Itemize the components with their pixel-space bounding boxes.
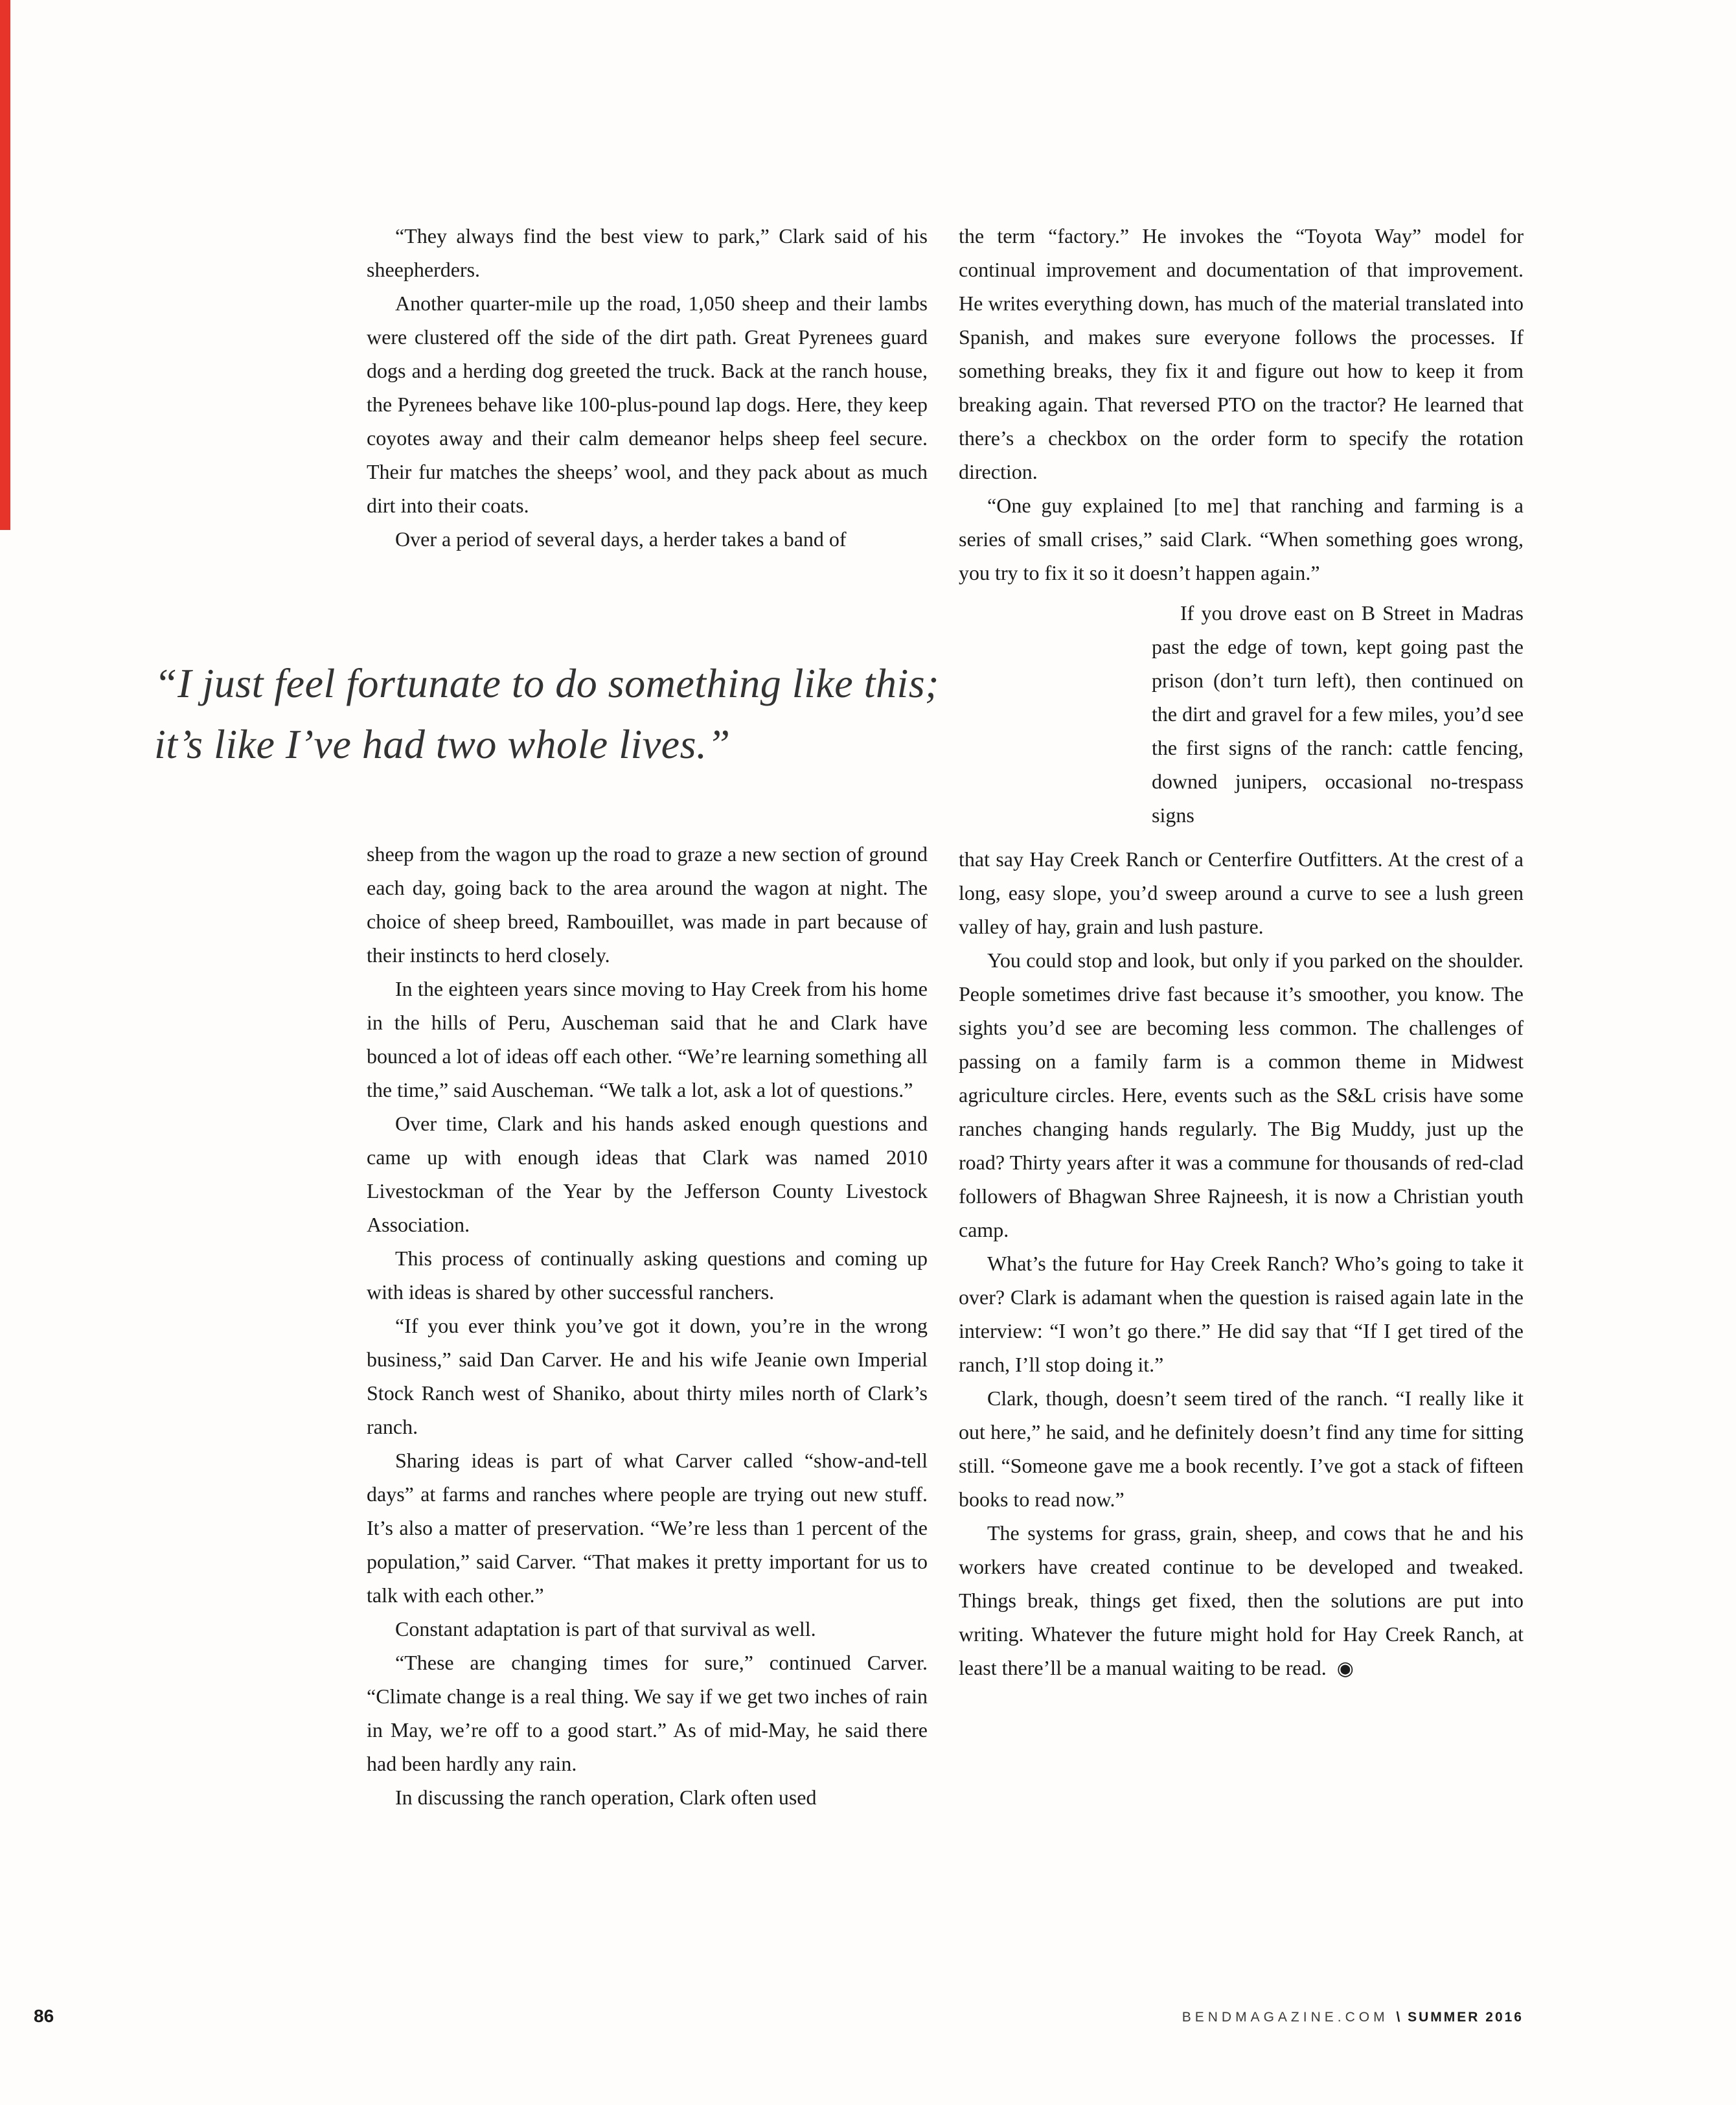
pull-quote: [154, 653, 1074, 775]
paragraph: that say Hay Creek Ranch or Centerfire Outfitters. At the crest of a long, easy slope, you’d sweep around a curve to see a lush green valley of hay, grain and lush pasture.: [959, 847, 1524, 938]
paragraph: If you drove east on B Street in Madras past the edge of town, kept going past the prison (don’t turn left), then continued on the dirt and gravel for a few miles, you’d see the first signs of the ranch: cattle fencing, downed junipers, occasional no-trespass signs: [1152, 601, 1524, 827]
paragraph: This process of continually asking questions and coming up with ideas is shared by other successful ranchers.: [367, 1247, 928, 1304]
paragraph: sheep from the wagon up the road to graze a new section of ground each day, going back to the area around the wagon at night. The choice of sheep breed, Rambouillet, was made in part because of their instincts to herd closely.: [367, 842, 928, 967]
footer-magazine-info: [959, 2010, 1524, 2025]
paragraph: “These are changing times for sure,” continued Carver. “Climate change is a real thing. We say if we get two inches of rain in May, we’re off to a good start.” As of mid-May, he said there had been hardly any rain.: [367, 1651, 928, 1775]
paragraph: In discussing the ranch operation, Clark often used: [395, 1786, 817, 1809]
paragraph: Over time, Clark and his hands asked enough questions and came up with enough ideas that Clark was named 2010 Livestockman of the Year by the Jefferson County Livestock Association.: [367, 1112, 928, 1236]
paragraph: Another quarter-mile up the road, 1,050 sheep and their lambs were clustered off the side of the dirt path. Great Pyrenees guard dogs and a herding dog greeted the truck. Back at the ranch house, the Pyrenees behave like 100-plus-pound lap dogs. Here, they keep coyotes away and their calm demeanor helps sheep feel secure. Their fur matches the sheeps’ wool, and they pack about as much dirt into their coats.: [367, 292, 928, 517]
accent-bar: [0, 0, 10, 530]
paragraph: “They always find the best view to park,” Clark said of his sheepherders.: [367, 224, 928, 281]
right-column-bottom: [959, 842, 1524, 1686]
paragraph: Sharing ideas is part of what Carver called “show-and-tell days” at farms and ranches where people are trying out new stuff. It’s also a matter of preservation. “We’re less than 1 percent of the population,” said Carver. “That makes it pretty important for us to talk with each other.”: [367, 1449, 928, 1607]
footer-site-name: BENDMAGAZINE.COM: [1182, 2010, 1389, 2025]
paragraph: the term “factory.” He invokes the “Toyota Way” model for continual improvement and documentation of that improvement. He writes everything down, has much of the material translated into Spanish, and makes sure everyone follows the processes. If something breaks, they fix it and figure out how to keep it from breaking again. That reversed PTO on the tractor? He learned that there’s a checkbox on the order form to specify the rotation direction.: [959, 224, 1524, 483]
pull-quote-line: “I just feel fortunate to do something like this;: [154, 660, 939, 706]
paragraph: Over a period of several days, a herder takes a band of: [395, 527, 847, 551]
paragraph: In the eighteen years since moving to Hay Creek from his home in the hills of Peru, Auscheman said that he and Clark have bounced a lot of ideas off each other. “We’re learning something all the time,” said Auscheman. “We talk a lot, ask a lot of questions.”: [367, 977, 928, 1101]
left-column-top: [367, 219, 928, 556]
right-column-inset: [1152, 596, 1524, 832]
paragraph: “One guy explained [to me] that ranching and farming is a series of small crises,” said Clark. “When something goes wrong, you try to fix it so it doesn’t happen again.”: [959, 494, 1524, 584]
paragraph: Constant adaptation is part of that survival as well.: [395, 1617, 816, 1640]
paragraph: What’s the future for Hay Creek Ranch? Who’s going to take it over? Clark is adamant when the question is raised again late in the interview: “I won’t go there.” He did say that “If I get tired of the ranch, I’ll stop doing it.”: [959, 1252, 1524, 1376]
paragraph: “If you ever think you’ve got it down, you’re in the wrong business,” said Dan Carver. He and his wife Jeanie own Imperial Stock Ranch west of Shaniko, about thirty miles north of Clark’s ranch.: [367, 1314, 928, 1438]
end-mark-icon: ◉: [1336, 1658, 1354, 1679]
footer-page-number: 86: [34, 2006, 54, 2026]
paragraph: Clark, though, doesn’t seem tired of the ranch. “I really like it out here,” he said, and he definitely doesn’t find any time for sitting still. “Someone gave me a book recently. I’ve got a stack of fifteen books to read now.”: [959, 1386, 1524, 1511]
left-column-bottom: [367, 837, 928, 1814]
footer-issue: \ SUMMER 2016: [1396, 2010, 1524, 2025]
pull-quote-line: it’s like I’ve had two whole lives.”: [154, 721, 731, 767]
paragraph-text: The systems for grass, grain, sheep, and cows that he and his workers have created continue to be developed and tweaked. Things break, things get fixed, then the solutions are put into writing. Whatever the future might hold for Hay Creek Ranch, at least there’ll be a manual waiting to be read.: [959, 1521, 1524, 1679]
paragraph: [959, 1516, 1524, 1686]
paragraph: You could stop and look, but only if you parked on the shoulder. People sometimes drive fast because it’s smoother, you know. The sights you’d see are becoming less common. The challenges of passing on a family farm is a common theme in Midwest agriculture circles. Here, events such as the S&L crisis have some ranches changing hands regularly. The Big Muddy, just up the road? Thirty years after it was a commune for thousands of red-clad followers of Bhagwan Shree Rajneesh, it is now a Christian youth camp.: [959, 949, 1524, 1241]
right-column-top: [959, 219, 1524, 590]
